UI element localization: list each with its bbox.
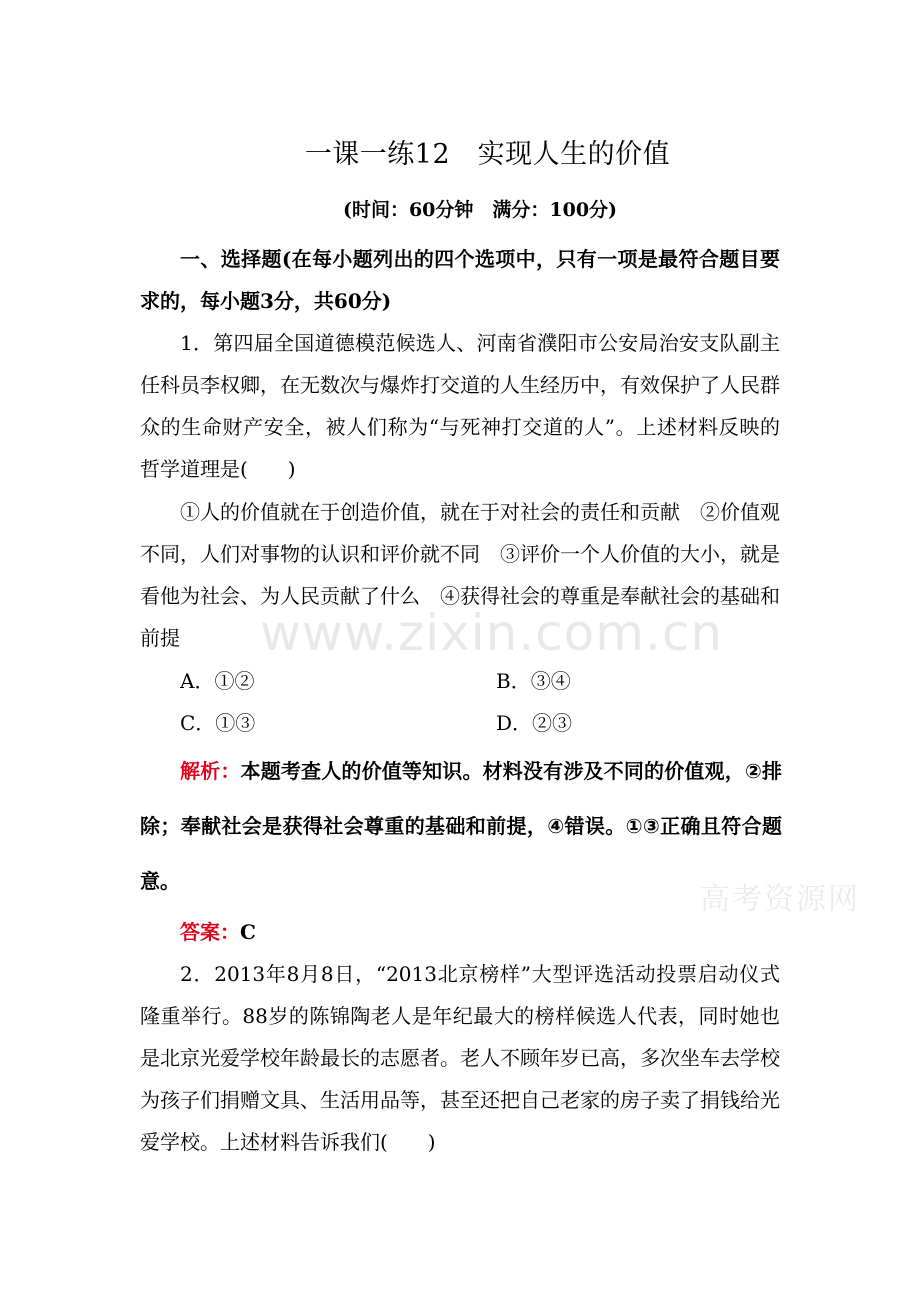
watermark-corner: 高考资源网 [700,882,860,917]
answer-label: 答案： [180,920,240,944]
page-title: 一课一练12 实现人生的价值 [304,139,671,170]
watermark-site: www.zixin.com.cn [260,604,724,662]
answer-value: C [240,920,256,944]
question-1-answer [180,911,256,953]
question-1-analysis [140,744,782,909]
analysis-text: 本题考查人的价值等知识。材料没有涉及不同的价值观，②排除；奉献社会是获得社会尊重的基础和前提，④错误。①③正确且符合题意。 [140,759,783,893]
page-subtitle: (时间：60分钟 满分：100分) [342,199,618,221]
analysis-label: 解析： [180,759,241,783]
option-b: B．③④ [496,669,571,693]
question-1-statements: ①人的价值就在于创造价值，就在于对社会的责任和贡献 ②价值观不同，人们对事物的认识和评价就不同 ③评价一个人价值的大小，就是看他为社会、为人民贡献了什么 ④获得社会的尊重是奉献社会的基础和前提 [140,500,780,650]
question-1-stem: 1．第四届全国道德模范候选人、河南省濮阳市公安局治安支队副主任科员李权卿，在无数次与爆炸打交道的人生经历中，有效保护了人民群众的生命财产安全，被人们称为“与死神打交道的人”。上述材料反映的哲学道理是( ) [140,331,780,481]
option-c: C．①③ [180,711,256,735]
option-d: D．②③ [496,711,573,735]
question-2-stem: 2．2013年8月8日，“2013北京榜样”大型评选活动投票启动仪式隆重举行。88岁的陈锦陶老人是年纪最大的榜样候选人代表，同时她也是北京光爱学校年龄最长的志愿者。老人不顾年岁已高，多次坐车去学校为孩子们捐赠文具、生活用品等，甚至还把自己老家的房子卖了捐钱给光爱学校。上述材料告诉我们( ) [140,962,780,1154]
option-a: A．①② [180,669,255,693]
section-heading: 一、选择题(在每小题列出的四个选项中，只有一项是最符合题目要求的，每小题3分，共60分) [140,247,780,313]
